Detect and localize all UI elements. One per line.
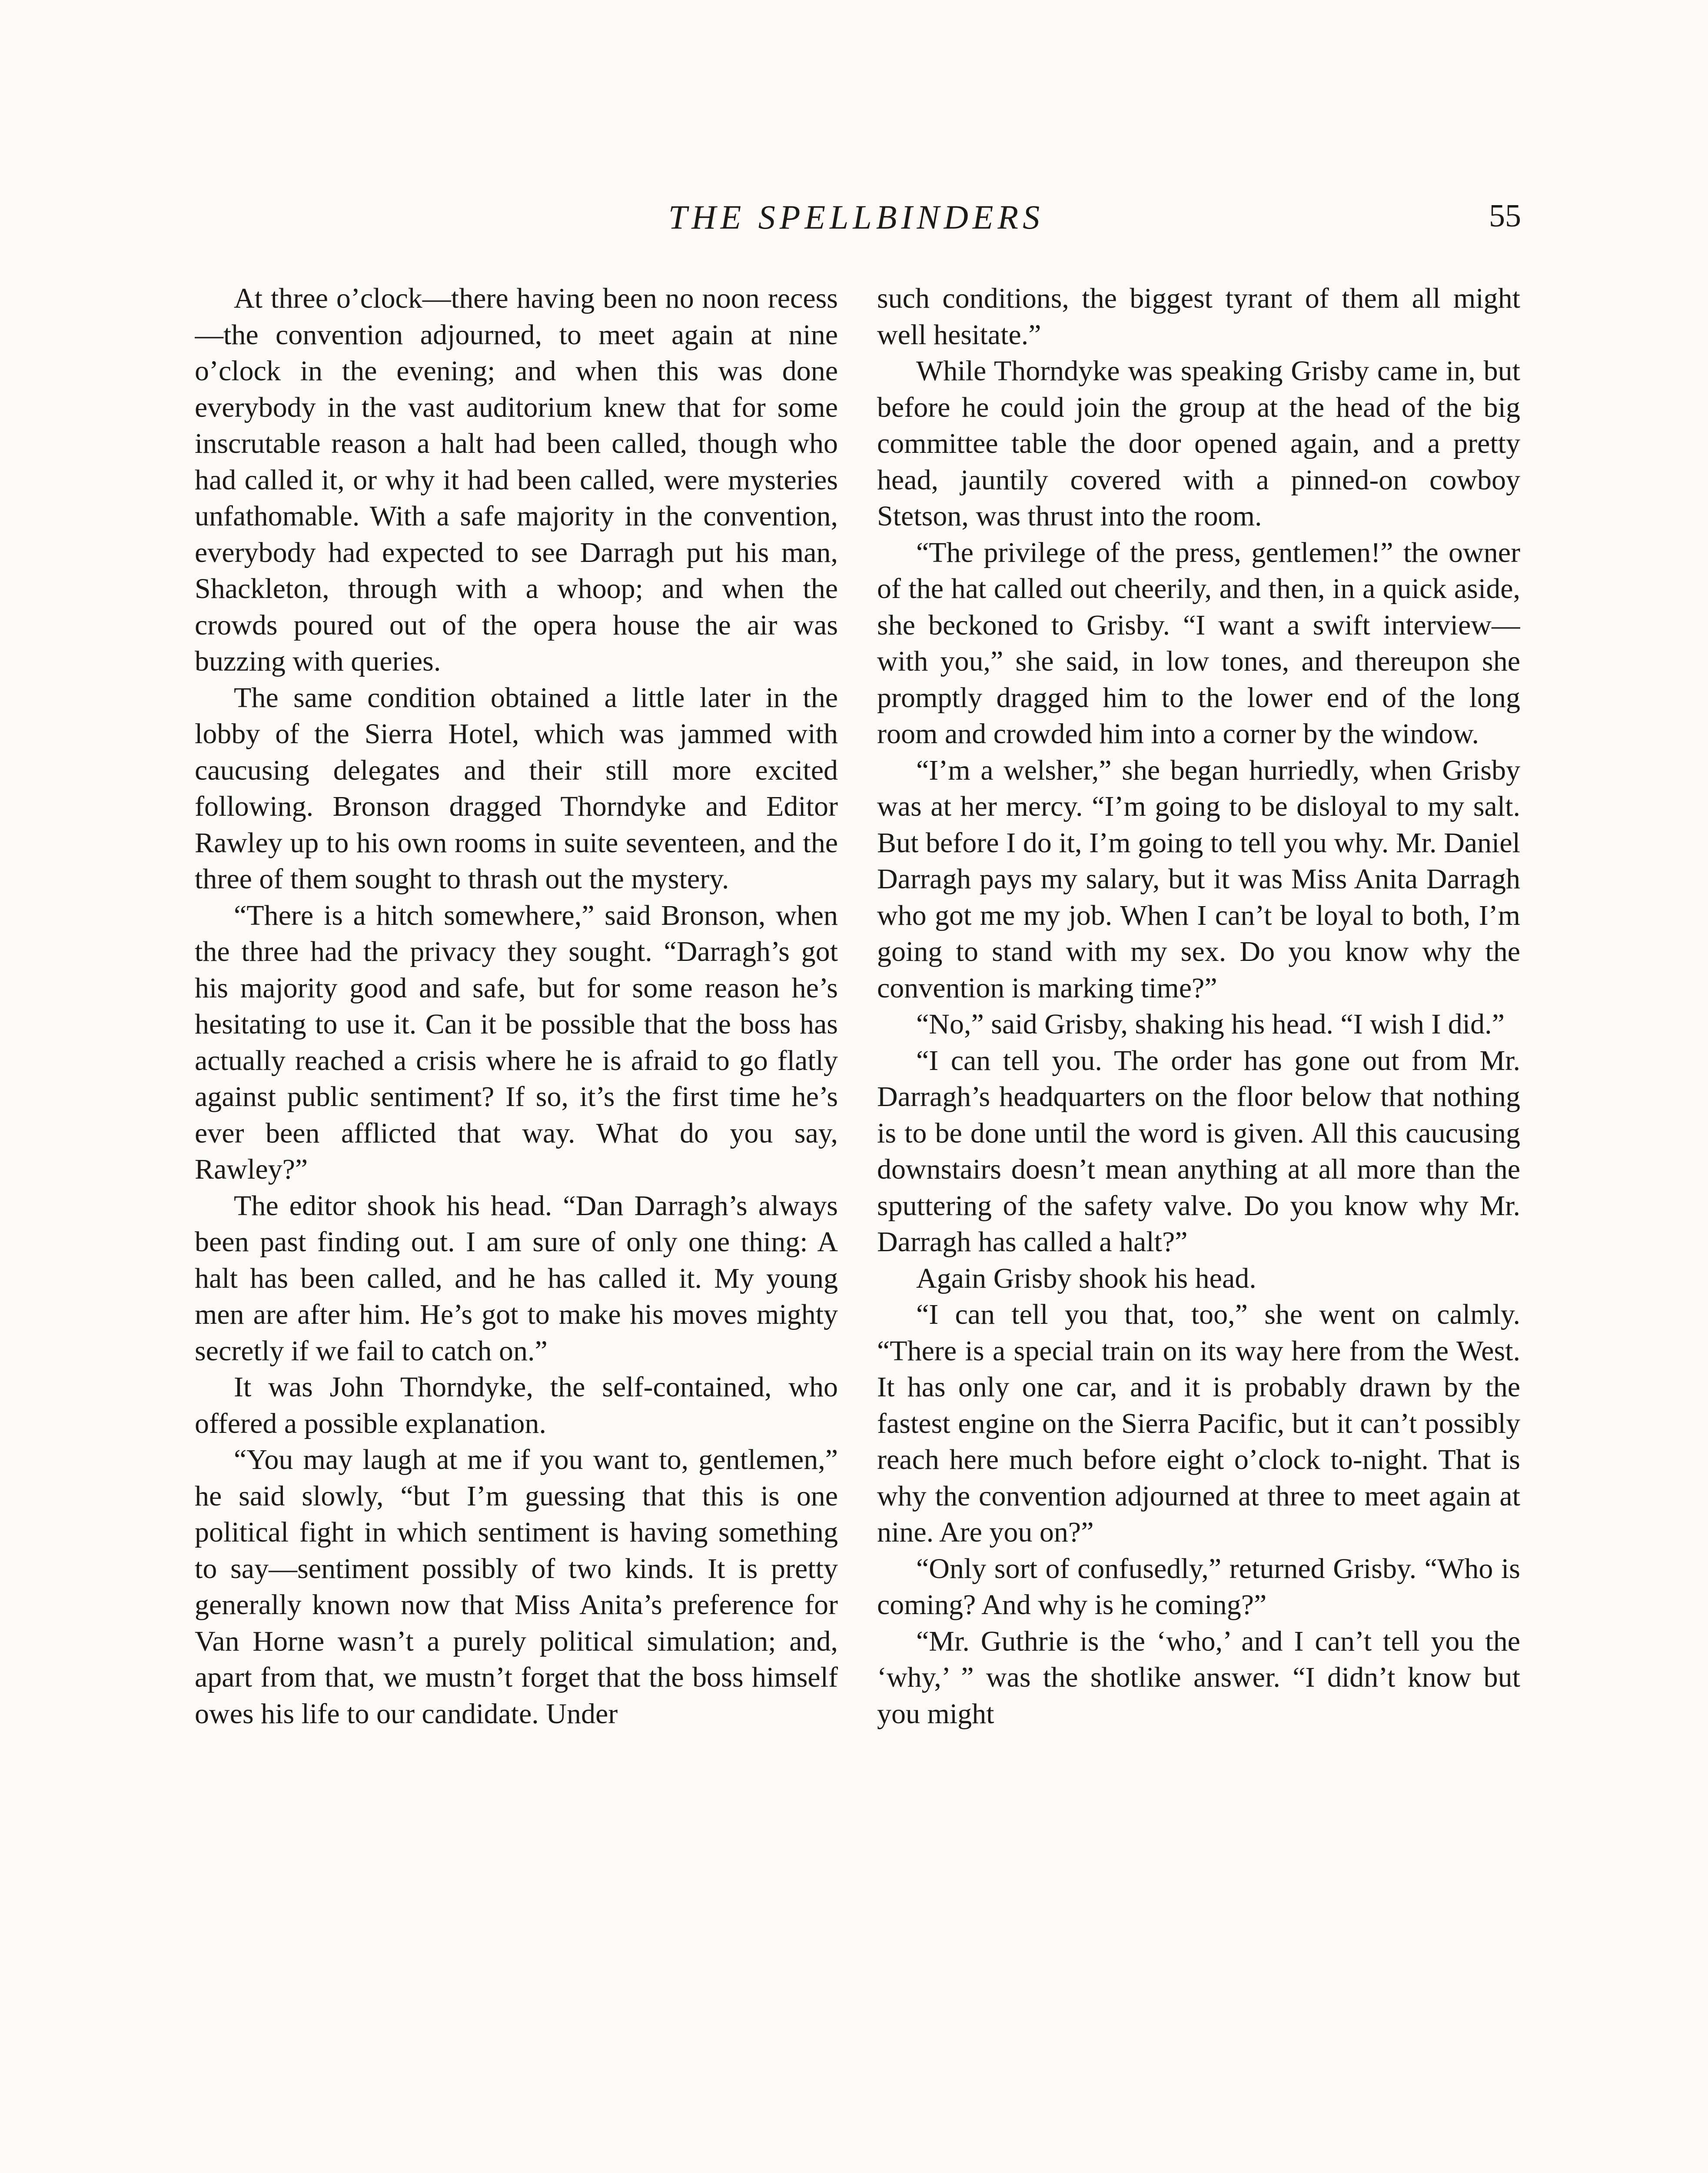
paragraph: “Mr. Guthrie is the ‘who,’ and I can’t tell you the ‘why,’ ” was the shotlike answer. “I didn’t know but you might — [877, 1625, 1520, 1730]
paragraph: “I’m a welsher,” she began hurriedly, when Grisby was at her mercy. “I’m going to be disloyal to my salt. But before I do it, I’m going to tell you why. Mr. Daniel Darragh pays my salary, but it was Miss Anita Darragh who got me my job. When I can’t be loyal to both, I’m going to stand with my sex. Do you know why the convention is marking time?” — [877, 754, 1520, 1004]
paragraph: “The privilege of the press, gentlemen!” the owner of the hat called out cheerily, and then, in a quick aside, she beckoned to Grisby. “I want a swift interview—with you,” she said, in low tones, and thereupon she promptly dragged him to the lower end of the long room and crowded him into a corner by the window. — [877, 536, 1520, 750]
right-column — [877, 280, 1520, 2173]
paragraph: The same condition obtained a little later in the lobby of the Sierra Hotel, which was jammed with caucusing delegates and their still more excited following. Bronson dragged Thorndyke and Editor Rawley up to his own rooms in suite seventeen, and the three of them sought to thrash out the mystery. — [195, 681, 838, 895]
page-number: 55 — [1489, 198, 1521, 234]
paragraph-continued: such conditions, the biggest tyrant of them all might well hesitate.” — [877, 282, 1520, 351]
paragraph: “There is a hitch somewhere,” said Bronson, when the three had the privacy they sought. “Darragh’s got his majority good and safe, but for some reason he’s hesitating to use it. Can it be possible that the boss has actually reached a crisis where he is afraid to go flatly against public sentiment? If so, it’s the first time he’s ever been afflicted that way. What do you say, Rawley?” — [195, 899, 838, 1185]
paragraph: “No,” said Grisby, shaking his head. “I wish I did.” — [916, 1008, 1505, 1040]
paragraph: At three o’clock—there having been no noon recess—the convention adjourned, to meet again at nine o’clock in the evening; and when this was done everybody in the vast auditorium knew that for some inscrutable reason a halt had been called, though who had called it, or why it had been called, were mysteries unfathomable. With a safe majority in the convention, everybody had expected to see Darragh put his man, Shackleton, through with a whoop; and when the crowds poured out of the opera house the air was buzzing with queries. — [195, 282, 838, 677]
paragraph: “Only sort of confusedly,” returned Grisby. “Who is coming? And why is he coming?” — [877, 1552, 1520, 1621]
left-column — [195, 280, 838, 2173]
paragraph: “I can tell you that, too,” she went on calmly. “There is a special train on its way here from the West. It has only one car, and it is probably drawn by the fastest engine on the Sierra Pacific, but it can’t possibly reach here much before eight o’clock to-night. That is why the convention adjourned at three to meet again at nine. Are you on?” — [877, 1299, 1520, 1548]
paragraph: “You may laugh at me if you want to, gentlemen,” he said slowly, “but I’m guessing that this is one political fight in which sentiment is having something to say—sentiment possibly of two kinds. It is pretty generally known now that Miss Anita’s preference for Van Horne wasn’t a purely political simulation; and, apart from that, we mustn’t forget that the boss himself owes his life to our candidate. Under — [195, 1444, 838, 1730]
paragraph: It was John Thorndyke, the self-contained, who offered a possible explanation. — [195, 1371, 838, 1439]
paragraph: “I can tell you. The order has gone out from Mr. Darragh’s headquarters on the floor below that nothing is to be done until the word is given. All this caucusing downstairs doesn’t mean anything at all more than the sputtering of the safety valve. Do you know why Mr. Darragh has called a halt?” — [877, 1044, 1520, 1258]
running-title: THE SPELLBINDERS — [668, 198, 1044, 236]
running-head — [191, 198, 1521, 246]
paragraph: While Thorndyke was speaking Grisby came in, but before he could join the group at the head of the big committee table the door opened again, and a pretty head, jauntily covered with a pinned-on cowboy Stetson, was thrust into the room. — [877, 355, 1520, 532]
paragraph: Again Grisby shook his head. — [916, 1262, 1256, 1294]
paragraph: The editor shook his head. “Dan Darragh’s always been past finding out. I am sure of only one thing: A halt has been called, and he has called it. My young men are after him. He’s got to make his moves mighty secretly if we fail to catch on.” — [195, 1190, 838, 1367]
